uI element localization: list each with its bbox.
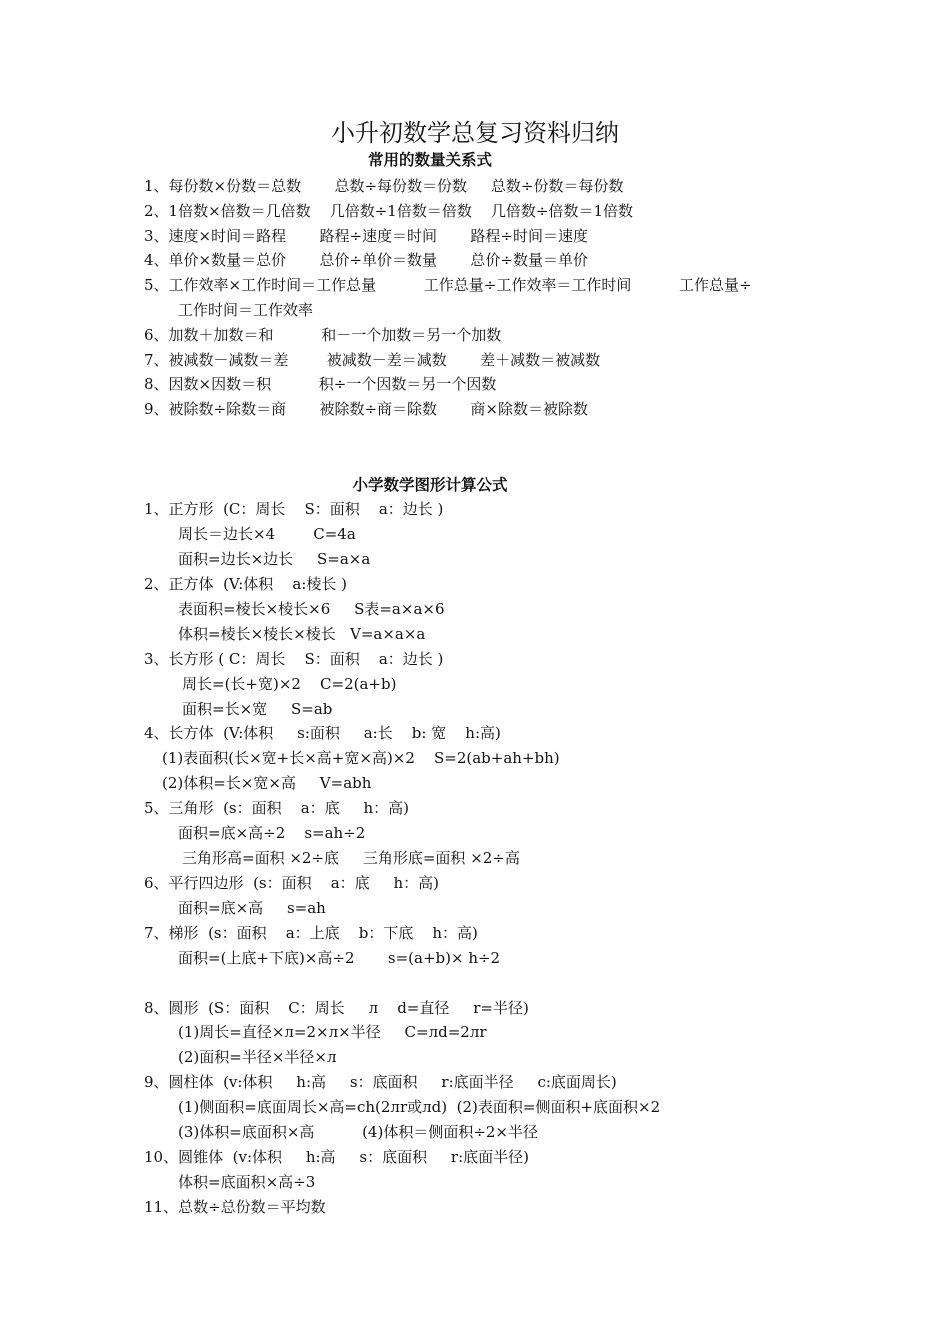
formula-line: 周长＝边长×4 C=4a	[178, 525, 356, 543]
relation-line: 2、1倍数×倍数＝几倍数 几倍数÷1倍数＝倍数 几倍数÷倍数＝1倍数	[144, 202, 634, 220]
formula-line: 面积=(上底+下底)×高÷2 s=(a+b)× h÷2	[178, 949, 501, 967]
relation-line: 7、被减数－减数＝差 被减数－差＝减数 差＋减数＝被减数	[144, 351, 601, 369]
formula-heading: 5、三角形 (s：面积 a：底 h：高)	[144, 799, 409, 817]
formula-heading: 4、长方体 (V:体积 s:面积 a:长 b: 宽 h:高)	[144, 724, 501, 742]
formula-heading: 3、长方形 ( C：周长 S：面积 a：边长 )	[144, 650, 444, 668]
formula-heading: 6、平行四边形 (s：面积 a：底 h：高)	[144, 874, 439, 892]
formula-heading: 2、正方体 (V:体积 a:棱长 )	[144, 575, 347, 593]
relation-line: 3、速度×时间＝路程 路程÷速度＝时间 路程÷时间＝速度	[144, 227, 589, 245]
formula-line: 体积=底面积×高÷3	[178, 1173, 316, 1191]
formula-line: 体积=棱长×棱长×棱长 V=a×a×a	[178, 625, 426, 643]
formula-heading: 9、圆柱体 (v:体积 h:高 s：底面积 r:底面半径 c:底面周长)	[144, 1073, 617, 1091]
formula-line: 三角形高=面积 ×2÷底 三角形底=面积 ×2÷高	[182, 849, 520, 867]
formula-line: 面积=底×高 s=ah	[178, 899, 326, 917]
formula-line: 表面积=棱长×棱长×6 S表=a×a×6	[178, 600, 445, 618]
document-title: 小升初数学总复习资料归纳	[331, 119, 619, 147]
section-title-quantity-relations: 常用的数量关系式	[367, 151, 492, 169]
relation-line: 5、工作效率×工作时间＝工作总量 工作总量÷工作效率＝工作时间 工作总量÷	[144, 276, 752, 294]
formula-line: (2)面积=半径×半径×л	[178, 1048, 337, 1066]
relation-line: 1、每份数×份数＝总数 总数÷每份数＝份数 总数÷份数＝每份数	[144, 177, 624, 195]
formula-heading: 8、圆形 (S：面积 C：周长 л d=直径 r=半径)	[144, 999, 529, 1017]
formula-heading: 1、正方形 (C：周长 S：面积 a：边长 )	[144, 500, 444, 518]
formula-line: 面积=底×高÷2 s=ah÷2	[178, 824, 366, 842]
formula-heading: 11、总数÷总份数＝平均数	[144, 1198, 326, 1216]
formula-heading: 7、梯形 (s：面积 a：上底 b：下底 h：高)	[144, 924, 478, 942]
formula-line: (1)侧面积=底面周长×高=ch(2лr或лd) (2)表面积=侧面积+底面积×2	[178, 1098, 661, 1116]
formula-line: (1)表面积(长×宽+长×高+宽×高)×2 S=2(ab+ah+bh)	[162, 749, 560, 767]
formula-line: (2)体积=长×宽×高 V=abh	[162, 774, 372, 792]
formula-heading: 10、圆锥体 (v:体积 h:高 s：底面积 r:底面半径)	[144, 1148, 530, 1166]
relation-line: 9、被除数÷除数＝商 被除数÷商＝除数 商×除数＝被除数	[144, 400, 589, 418]
formula-line: 面积=边长×边长 S=a×a	[178, 550, 371, 568]
formula-line: 周长=(长+宽)×2 C=2(a+b)	[182, 675, 397, 693]
relation-line: 4、单价×数量＝总价 总价÷单价＝数量 总价÷数量＝单价	[144, 251, 589, 269]
formula-line: (1)周长=直径×л=2×л×半径 C=лd=2лr	[178, 1023, 487, 1041]
formula-line: (3)体积=底面积×高 (4)体积＝侧面积÷2×半径	[178, 1123, 538, 1141]
relation-line: 6、加数＋加数＝和 和－一个加数＝另一个加数	[144, 326, 502, 344]
relation-line: 8、因数×因数＝积 积÷一个因数＝另一个因数	[144, 375, 497, 393]
relation-line-continued: 工作时间＝工作效率	[178, 301, 314, 319]
section-title-geometry-formulas: 小学数学图形计算公式	[352, 476, 508, 494]
formula-line: 面积=长×宽 S=ab	[182, 700, 333, 718]
